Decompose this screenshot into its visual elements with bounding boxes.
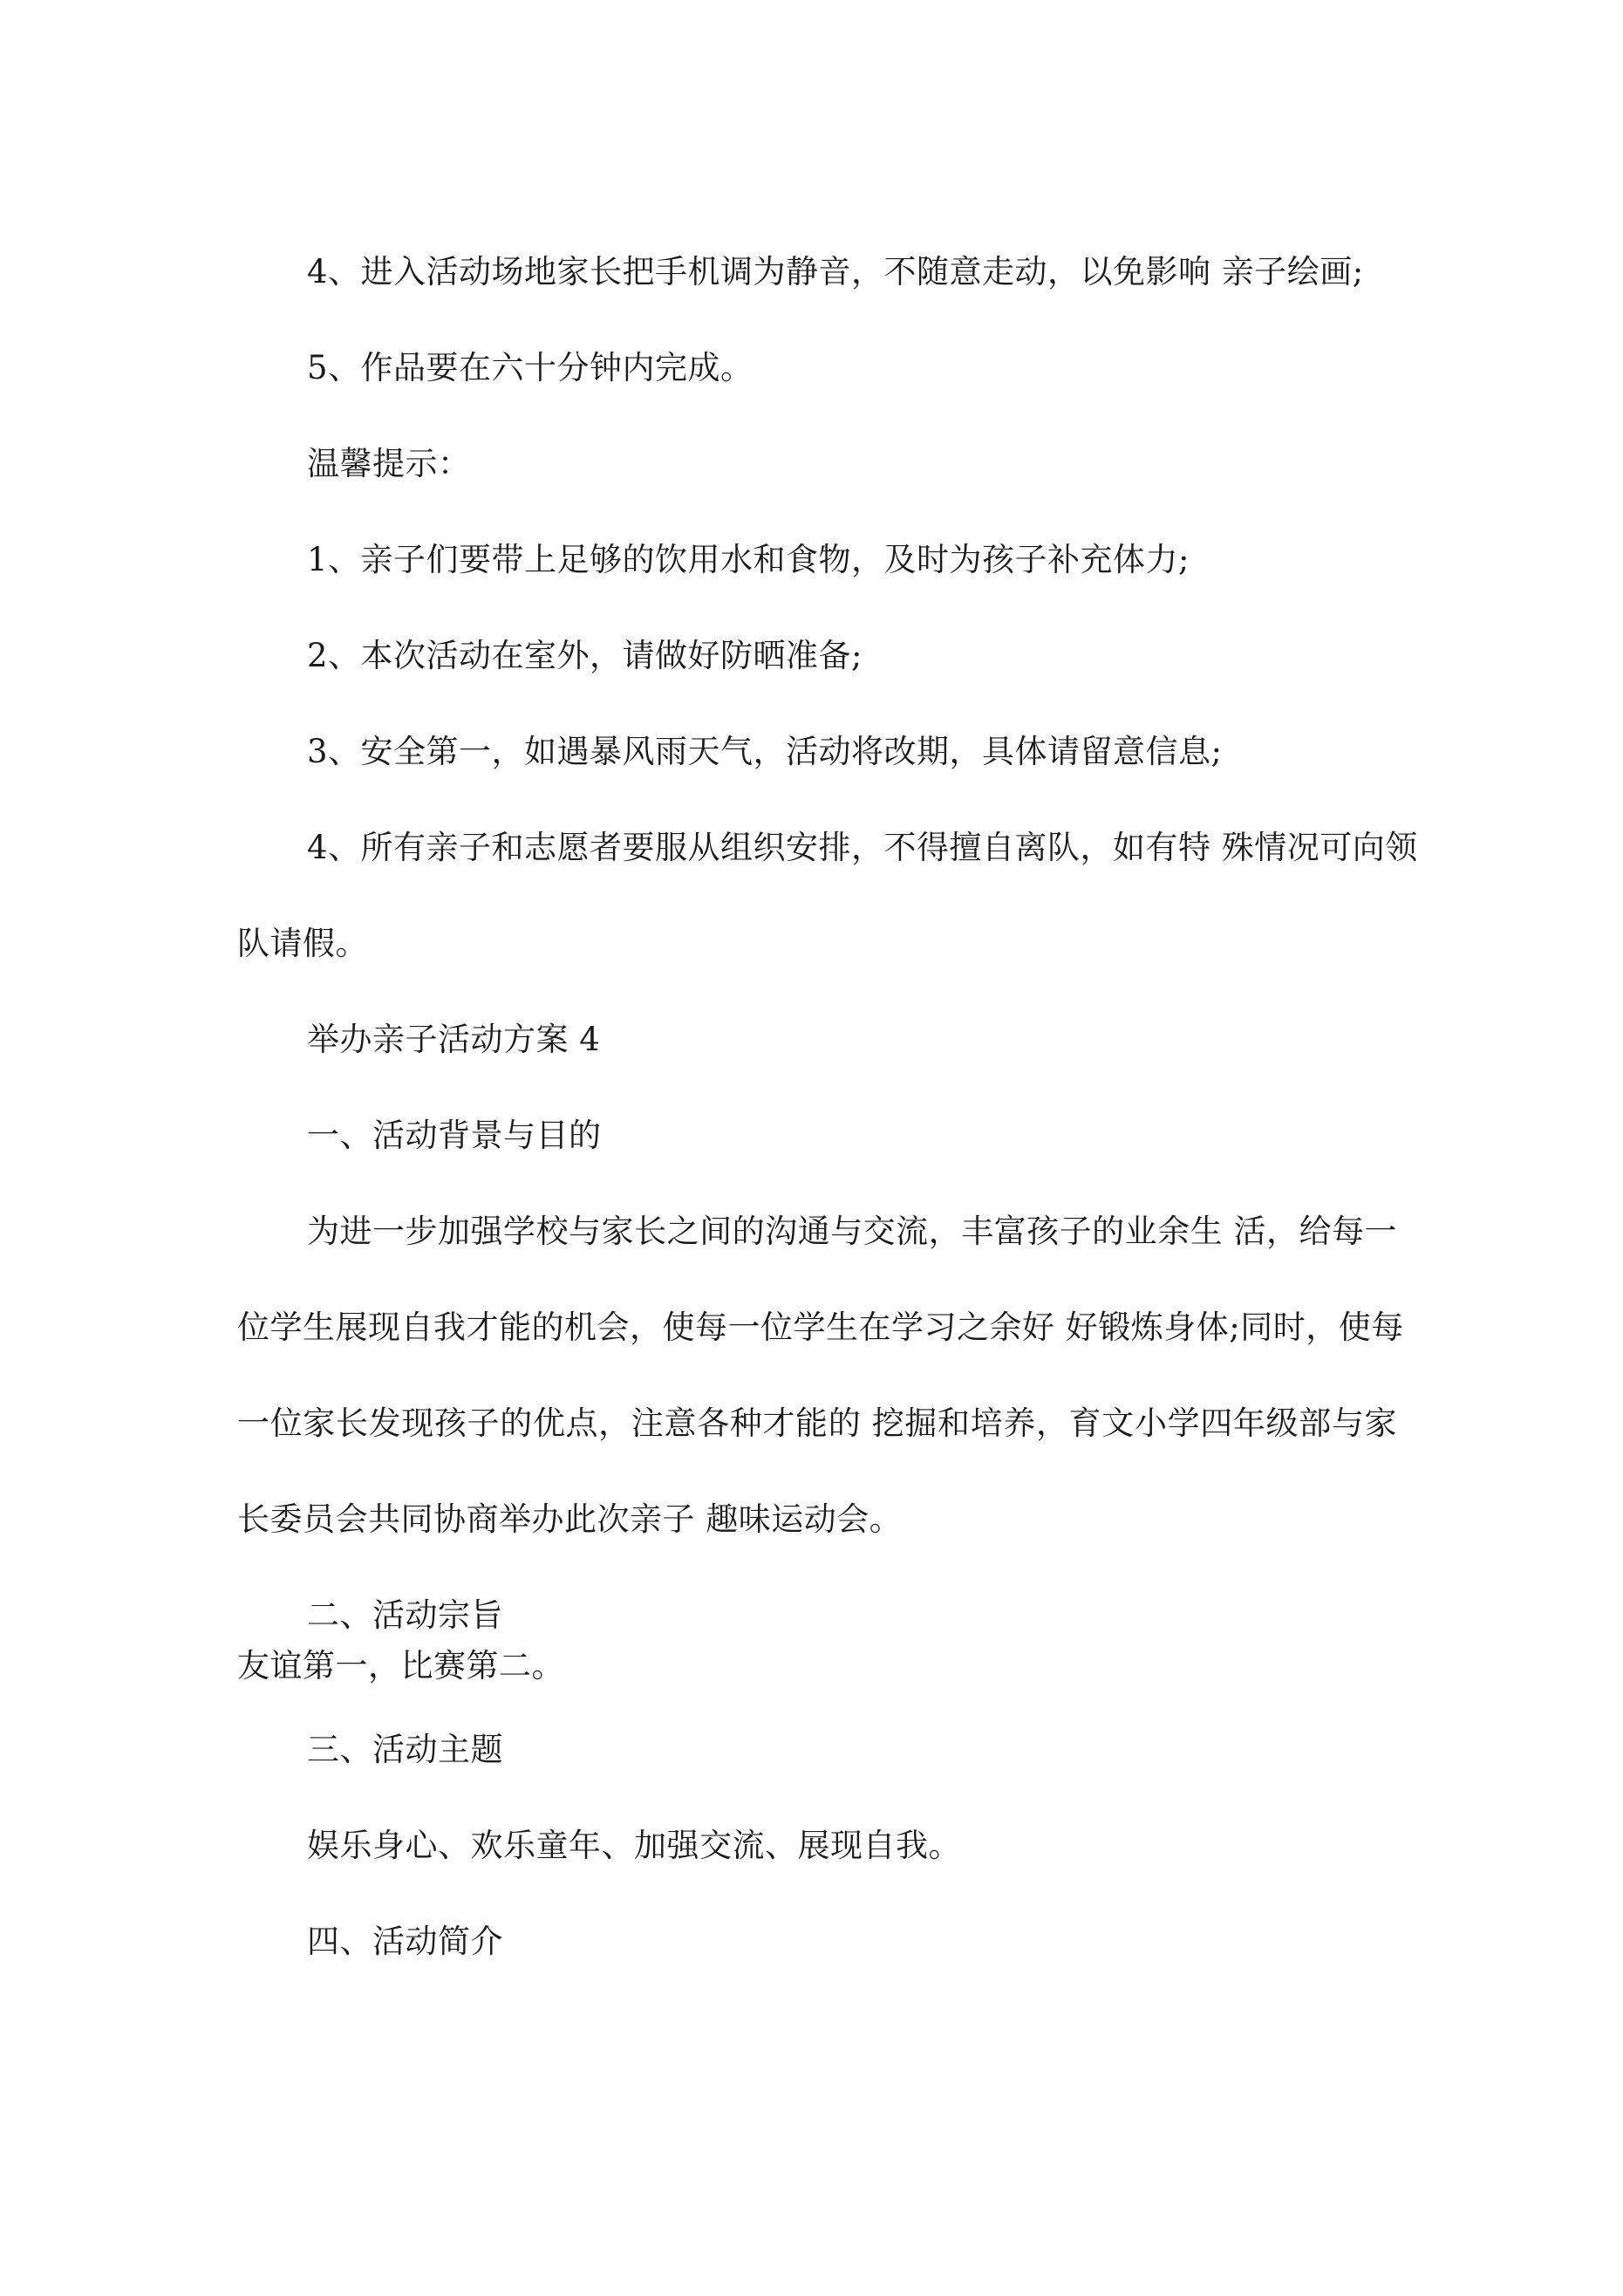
tip-3-line: 3、安全第一，如遇暴风雨天气，活动将改期，具体请留意信息; [307, 733, 1223, 770]
section-1-paragraph-line-2: 位学生展现自我才能的机会，使每一位学生在学习之余好 好锻炼身体;同时，使每 [237, 1309, 1404, 1346]
section-1-paragraph-line-4: 长委员会共同协商举办此次亲子 趣味运动会。 [237, 1500, 903, 1538]
plan-title: 举办亲子活动方案 4 [307, 1021, 601, 1058]
rule-4-line: 4、进入活动场地家长把手机调为静音，不随意走动，以免影响 亲子绘画; [307, 253, 1364, 290]
tip-4-line-1-text: 4、所有亲子和志愿者要服从组织安排，不得擅自离队，如有特 殊情况可向领 [307, 829, 1418, 866]
tip-2-line: 2、本次活动在室外，请做好防晒准备; [307, 637, 863, 674]
section-3-body: 娱乐身心、欢乐童年、加强交流、展现自我。 [307, 1827, 961, 1864]
tip-4-line-2: 队请假。 [237, 925, 368, 962]
tip-1-line: 1、亲子们要带上足够的饮用水和食物，及时为孩子补充体力; [307, 541, 1190, 578]
section-1-paragraph-line-3: 一位家长发现孩子的优点，注意各种才能的 挖掘和培养，育文小学四年级部与家 [237, 1404, 1397, 1442]
section-1-heading: 一、活动背景与目的 [307, 1117, 602, 1154]
section-1-paragraph-line-1 [237, 1211, 1397, 1253]
rule-5-line: 5、作品要在六十分钟内完成。 [307, 349, 754, 386]
section-3-heading: 三、活动主题 [307, 1731, 503, 1768]
section-4-heading: 四、活动简介 [307, 1923, 503, 1960]
section-1-paragraph-line-1-text: 为进一步加强学校与家长之间的沟通与交流，丰富孩子的业余生 活，给每一 [307, 1213, 1397, 1250]
tips-heading: 温馨提示： [307, 445, 471, 482]
section-2-body: 友谊第一，比赛第二。 [237, 1647, 564, 1684]
tip-4-line-1 [237, 827, 1418, 869]
section-2-heading: 二、活动宗旨 [307, 1596, 503, 1634]
